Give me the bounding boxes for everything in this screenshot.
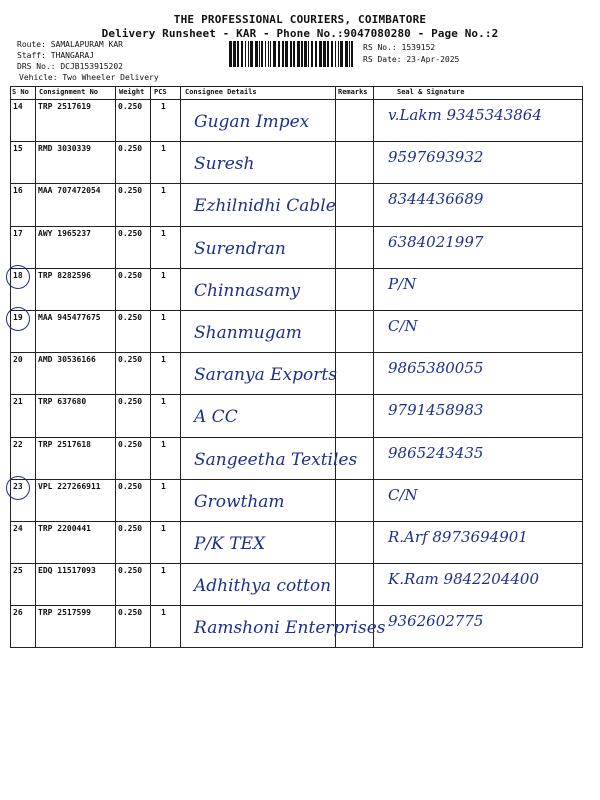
col-seal-signature: Seal & Signature bbox=[397, 88, 465, 96]
table-row bbox=[10, 480, 583, 522]
row-consignment-no: AMD 30536166 bbox=[38, 355, 96, 365]
circle-mark-icon bbox=[6, 476, 30, 500]
barcode-bar bbox=[229, 41, 232, 67]
row-weight: 0.250 bbox=[118, 186, 143, 196]
barcode-bar bbox=[241, 41, 243, 67]
row-weight: 0.250 bbox=[118, 270, 143, 280]
barcode-bar bbox=[245, 41, 246, 67]
row-consignment-no: TRP 2517618 bbox=[38, 439, 91, 449]
row-sno: 14 bbox=[13, 102, 23, 111]
row-pcs: 1 bbox=[161, 397, 166, 407]
row-pcs: 1 bbox=[161, 270, 166, 280]
row-consignee: Growtham bbox=[194, 491, 285, 512]
table-row bbox=[10, 606, 583, 648]
barcode-bar bbox=[248, 41, 249, 67]
row-consignee: Shanmugam bbox=[194, 322, 302, 343]
barcode-bar bbox=[340, 41, 343, 67]
barcode-bar bbox=[301, 41, 303, 67]
barcode-bar bbox=[270, 41, 271, 67]
row-consignment-no: TRP 637680 bbox=[38, 397, 87, 407]
table-row bbox=[10, 311, 583, 353]
barcode-bar bbox=[261, 41, 263, 67]
row-consignee: Sangeetha Textiles bbox=[194, 449, 358, 470]
row-pcs: 1 bbox=[161, 144, 166, 154]
table-row bbox=[10, 438, 583, 480]
table-row bbox=[10, 395, 583, 437]
row-consignee: Chinnasamy bbox=[194, 280, 301, 301]
row-consignee: Adhithya cotton bbox=[194, 576, 332, 597]
barcode-bar bbox=[335, 41, 336, 67]
rs-date: RS Date: 23-Apr-2025 bbox=[363, 55, 460, 64]
col-remarks: Remarks bbox=[338, 88, 368, 96]
row-consignment-no: TRP 2200441 bbox=[38, 523, 91, 533]
row-weight: 0.250 bbox=[118, 481, 143, 491]
table-header bbox=[10, 86, 583, 100]
row-consignee: Gugan Impex bbox=[194, 112, 310, 132]
barcode-bar bbox=[282, 41, 284, 67]
barcode-bar bbox=[273, 41, 276, 67]
row-consignee: A CC bbox=[194, 407, 238, 428]
table-row bbox=[10, 184, 583, 226]
row-consignment-no: TRP 2517619 bbox=[38, 102, 91, 111]
barcode-bar bbox=[278, 41, 280, 67]
row-weight: 0.250 bbox=[118, 228, 143, 238]
barcode-bar bbox=[259, 41, 260, 67]
row-sno: 21 bbox=[13, 397, 23, 407]
row-sno: 25 bbox=[13, 566, 23, 576]
barcode-bar bbox=[285, 41, 288, 67]
row-signature: 9865380055 bbox=[388, 359, 484, 378]
row-weight: 0.250 bbox=[118, 397, 143, 407]
row-consignee: Ezhilnidhi Cable bbox=[194, 196, 336, 217]
row-weight: 0.250 bbox=[118, 566, 143, 576]
row-signature: K.Ram 9842204400 bbox=[388, 570, 539, 589]
barcode-bar bbox=[315, 41, 317, 67]
row-signature: P/N bbox=[388, 274, 417, 293]
row-sno: 19 bbox=[13, 313, 23, 322]
table-row bbox=[10, 269, 583, 311]
row-consignee: Ramshoni Enterprises bbox=[194, 618, 386, 639]
barcode-bar bbox=[233, 41, 236, 67]
runsheet-table bbox=[10, 86, 583, 648]
table-row bbox=[10, 142, 583, 184]
row-sno: 18 bbox=[13, 271, 23, 280]
row-pcs: 1 bbox=[161, 355, 166, 365]
row-consignee: P/K TEX bbox=[194, 533, 266, 554]
row-sno: 20 bbox=[13, 355, 23, 365]
col-pcs: PCS bbox=[154, 88, 167, 96]
barcode-bar bbox=[297, 41, 300, 67]
row-consignee: Saranya Exports bbox=[194, 365, 337, 386]
barcode-bar bbox=[250, 41, 253, 67]
row-sno: 17 bbox=[13, 228, 23, 238]
barcode-bar bbox=[237, 41, 239, 67]
row-consignment-no: TRP 8282596 bbox=[38, 270, 91, 280]
row-signature: 9597693932 bbox=[388, 148, 484, 167]
row-consignment-no: MAA 707472054 bbox=[38, 186, 101, 196]
row-sno: 26 bbox=[13, 608, 23, 618]
barcode-bar bbox=[323, 41, 326, 67]
row-sno: 22 bbox=[13, 439, 23, 449]
row-signature: R.Arf 8973694901 bbox=[388, 527, 528, 546]
row-signature: 9865243435 bbox=[388, 443, 484, 462]
row-pcs: 1 bbox=[161, 566, 166, 576]
row-signature: C/N bbox=[388, 485, 418, 504]
row-signature: 8344436689 bbox=[388, 190, 484, 209]
table-row bbox=[10, 564, 583, 606]
row-consignment-no: TRP 2517599 bbox=[38, 608, 91, 618]
barcode-bar bbox=[265, 41, 266, 67]
row-weight: 0.250 bbox=[118, 608, 143, 618]
barcode-bar bbox=[349, 41, 350, 67]
row-pcs: 1 bbox=[161, 481, 166, 491]
col-consignee: Consignee Details bbox=[185, 88, 257, 96]
row-weight: 0.250 bbox=[118, 523, 143, 533]
row-sno: 23 bbox=[13, 482, 23, 491]
row-sno: 16 bbox=[13, 186, 23, 196]
barcode-image bbox=[229, 41, 355, 67]
barcode-bar bbox=[338, 41, 339, 67]
barcode-bar bbox=[304, 41, 307, 67]
document-title: THE PROFESSIONAL COURIERS, COIMBATORE bbox=[173, 13, 427, 26]
col-weight: Weight bbox=[119, 88, 145, 96]
row-signature: 9791458983 bbox=[388, 401, 484, 420]
row-consignee: Surendran bbox=[194, 238, 286, 259]
runsheet-subtitle: Delivery Runsheet - KAR - Phone No.:9047080280 - Page No.:2 bbox=[101, 27, 499, 40]
rs-number: RS No.: 1539152 bbox=[363, 43, 436, 52]
barcode-bar bbox=[290, 41, 292, 67]
row-consignee: Suresh bbox=[194, 154, 255, 175]
row-consignment-no: MAA 945477675 bbox=[38, 312, 101, 322]
row-weight: 0.250 bbox=[118, 439, 143, 449]
barcode-bar bbox=[255, 41, 258, 67]
barcode-bar bbox=[319, 41, 322, 67]
row-consignment-no: VPL 227266911 bbox=[38, 481, 101, 491]
row-pcs: 1 bbox=[161, 608, 166, 618]
barcode-bar bbox=[351, 41, 353, 67]
row-pcs: 1 bbox=[161, 439, 166, 449]
barcode-bar bbox=[311, 41, 313, 67]
table-row bbox=[10, 522, 583, 564]
row-signature: 6384021997 bbox=[388, 232, 484, 251]
row-pcs: 1 bbox=[161, 228, 166, 238]
barcode-bar bbox=[331, 41, 333, 67]
row-weight: 0.250 bbox=[118, 102, 143, 111]
route-label: Route: SAMALAPURAM KAR bbox=[17, 40, 123, 49]
barcode-bar bbox=[268, 41, 269, 67]
barcode-bar bbox=[327, 41, 329, 67]
table-row bbox=[10, 100, 583, 142]
row-pcs: 1 bbox=[161, 186, 166, 196]
row-pcs: 1 bbox=[161, 312, 166, 322]
barcode-bar bbox=[308, 41, 309, 67]
circle-mark-icon bbox=[6, 265, 30, 289]
row-consignment-no: RMD 3030339 bbox=[38, 144, 91, 154]
table-row bbox=[10, 353, 583, 395]
barcode-bar bbox=[345, 41, 348, 67]
barcode-bar bbox=[293, 41, 295, 67]
table-row bbox=[10, 227, 583, 269]
row-consignment-no: EDQ 11517093 bbox=[38, 566, 96, 576]
col-sno: S No bbox=[12, 88, 29, 96]
row-sno: 24 bbox=[13, 523, 23, 533]
row-sno: 15 bbox=[13, 144, 23, 154]
row-pcs: 1 bbox=[161, 523, 166, 533]
row-signature: C/N bbox=[388, 316, 418, 335]
row-signature: 9362602775 bbox=[388, 612, 484, 631]
row-signature: v.Lakm 9345343864 bbox=[388, 106, 542, 124]
row-consignment-no: AWY 1965237 bbox=[38, 228, 91, 238]
row-weight: 0.250 bbox=[118, 144, 143, 154]
col-consignment: Consignment No bbox=[39, 88, 99, 96]
row-pcs: 1 bbox=[161, 102, 166, 111]
row-weight: 0.250 bbox=[118, 355, 143, 365]
drs-number: DRS No.: DCJB153915202 bbox=[17, 62, 123, 71]
row-weight: 0.250 bbox=[118, 312, 143, 322]
circle-mark-icon bbox=[6, 307, 30, 331]
vehicle-label: Vehicle: Two Wheeler Delivery bbox=[19, 73, 159, 82]
staff-label: Staff: THANGARAJ bbox=[17, 51, 95, 60]
